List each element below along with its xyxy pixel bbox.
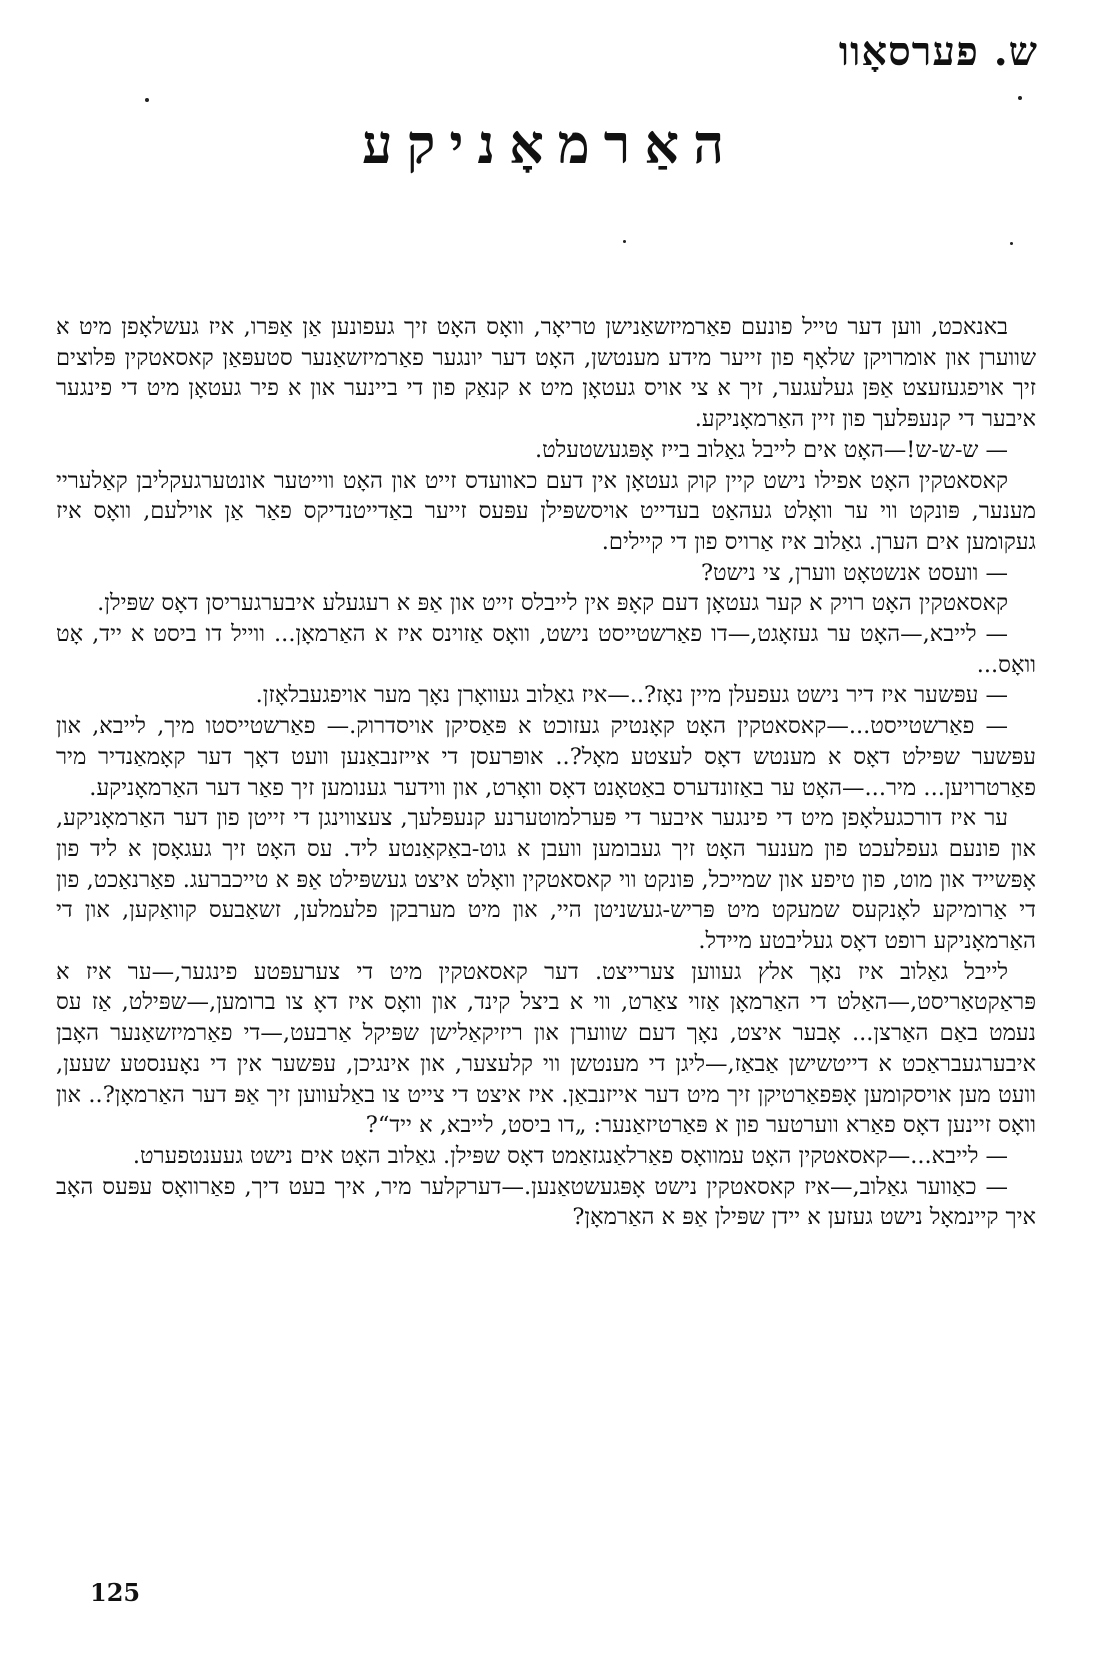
paragraph: לייבל גאַלוב איז נאָך אלץ געווען צערייצט. דער קאסאטקין מיט די צערעפּטע פינגער,—ער איז א פּראַקטאַריסט,—האַלט די האַרמאָן אַזוי צאַרט, ווי א ביצל קינד, און וואָס איז דאָ צו ברומען,—שפּילט, אַז עס נעמט באַם האַרצן... אָבער איצט, נאָך דעם שווערן און ריזיקאַלישן שפּיקל אַרבעט,—די פאַרמיזשאַנער האָבן איבערגעבראַכט א דייטשישן אַבאַז,—ליגן די מענטשן ווי קלעצער, און אינגיכן, עפּשער אין די נאָענסטע שעען, וועט מען אויסקומען אָפּפאַרטיקן זיך מיט דער אייזנבאַן. איז איצט די צייט צו באַלעווען זיך אַפּ דער האַרמאָן?.. און וואָס זיינען דאָס פאַרא ווערטער פון א פּאַרטיזאַנער: „דו ביסט, לייבא, א ייד“? xyxy=(56,958,1036,1139)
paragraph: ער איז דורכגעלאָפן מיט די פינגער איבער די פּערלמוטערנע קנעפּלעך, צעצווינגן די זייטן פון דער האַרמאָניקע, און פונעם געפלעכט פון מענער האָט זיך געבומען וועבן א גוט-באַקאַנטע ליד. עס האָט זיך געגאָסן א ליד פון אָפּשייד און מוט, פון טיפע און שמייכל, פּונקט ווי קאסאטקין וואָלט איצט געשפּילט אַפּ א טייכברעג. פאַרנאַכט, פון די אַרומיקע לאָנקעס שמעקט מיט פּריש-געשניטן היי, און מיט מערבקן פלעמלען, זשאַבעס קוואַקען, און די האַרמאָניקע רופט דאָס געליבטע מיידל. xyxy=(56,805,1036,955)
paragraph: — כאַווער גאַלוב,—איז קאסאטקין נישט אָפּגעשטאַנען.—דערקלער מיר, איך בעט דיך, פאַרוואָס עפּעס האָב איך קיינמאָל נישט געזען א יידן שפּילן אַפּ א האַרמאָן? xyxy=(56,1173,1036,1231)
paragraph: — ש-ש-ש!—האָט אים לייבל גאַלוב בייז אָפּגעשטעלט. xyxy=(534,436,1008,463)
author-name: ש. פערסאָוו xyxy=(838,28,1038,75)
print-speck xyxy=(145,98,149,102)
story-body xyxy=(56,312,1036,1233)
print-speck xyxy=(1018,96,1022,100)
page-number: 125 xyxy=(90,1578,141,1607)
paragraph: — פאַרשטייסט...—קאסאטקין האָט קאָנטיק געזוכט א פּאַסיקן אויסדרוק.— פאַרשטייסטו מיך, לייבא, און עפּשער שפּילט דאָס א מענטש דאָס לעצטע מאָל?.. אופּרעסן די אייזנבאַנען וועט דאָך דער קאָמאַנדיר מיר פאַרטרויען... מיר...—האָט ער באַזונדערס באַטאָנט דאָס וואָרט, און ווידער גענומען זיך פאַר דער האַרמאָניקע. xyxy=(56,713,1036,801)
paragraph: — וועסט אנשטאָט ווערן, צי נישט? xyxy=(700,559,1008,586)
story-title: האַרמאָניקע xyxy=(361,112,739,176)
paragraph: — לייבא,—האָט ער געזאָגט,—דו פאַרשטייסט נישט, וואָס אַזוינס איז א האַרמאָן... ווייל דו ביסט א ייד, אָט וואָס... xyxy=(56,621,1036,678)
paragraph: קאסאטקין האָט אפילו נישט קיין קוק געטאָן אין דעם כאוועדס זייט און האָט ווייטער אונטערגעקליבן קאַלעריי מענער, פּונקט ווי ער וואָלט געהאַט בעדייט אויסשפּילן עפּעס זייער באַדייטנדיקס פאַר אַן אוילעם, וואָס איז געקומען אים הערן. גאַלוב איז אַרויס פון די קיילים. xyxy=(56,467,1036,555)
print-speck xyxy=(623,240,626,243)
paragraph: — עפּשער איז דיר נישט געפעלן מיין נאָז?..—איז גאַלוב געוואָרן נאָך מער אויפגעבלאָזן. xyxy=(255,682,1008,709)
paragraph: באנאכט, ווען דער טייל פונעם פאַרמיזשאַנישן טריאָר, וואָס האָט זיך געפונען אַן אַפּרו, איז געשלאָפן מיט א שווערן און אומרויקן שלאָף פון זייער מידע מענטשן, האָט דער יונגער פאַרמיזשאַנער סטעפּאַן קאסאטקין פּלוצים זיך אויפגעזעצט אַפּן געלעגער, זיך א צי אויס געטאָן מיט א קנאַק פון די ביינער און א פיר געטאָן מיט די פינגער איבער די קנעפּלעך פון זיין האַרמאָניקע. xyxy=(56,314,1036,433)
print-speck xyxy=(1010,242,1013,245)
paragraph: קאסאטקין האָט רויק א קער געטאָן דעם קאָפּ אין לייבלס זייט און אַפּ א רעגעלע איבערגעריסן דאָס שפּילן. xyxy=(97,590,1008,617)
paragraph: — לייבא...—קאסאטקין האָט עמוואָס פאַרלאַנגזאַמט דאָס שפּילן. גאַלוב האָט אים נישט געענטפערט. xyxy=(132,1142,1008,1169)
